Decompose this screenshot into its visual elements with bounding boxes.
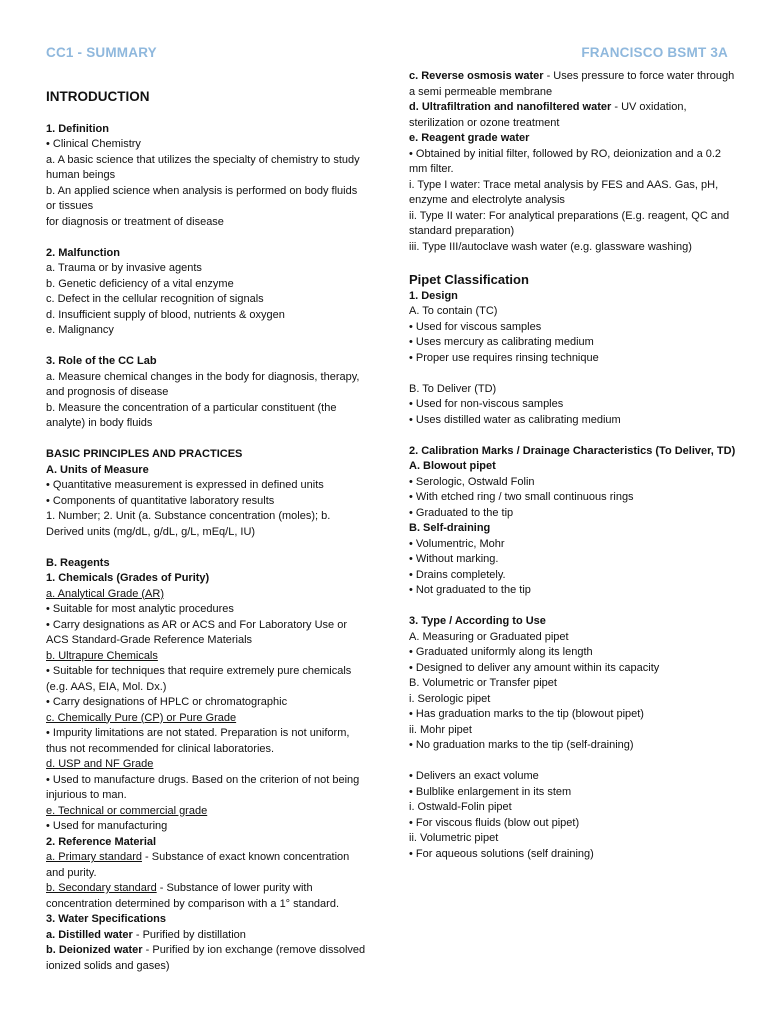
heading-malfunction: 2. Malfunction	[46, 246, 120, 259]
section-title-pipet-classification: Pipet Classification	[409, 271, 529, 287]
term-secondary-standard: b. Secondary standard	[46, 882, 157, 894]
text-line: B. Volumetric or Transfer pipet	[409, 677, 557, 689]
text-line: • Clinical Chemistry	[46, 138, 141, 150]
term-definition: - Uses pressure to force water through a semi permeable membrane	[409, 70, 735, 98]
text-line: • Carry designations as AR or ACS and For Laboratory Use or ACS Standard-Grade Reference Materials	[46, 618, 347, 646]
text-line: • Bulblike enlargement in its stem	[409, 785, 572, 798]
heading-definition: 1. Definition	[46, 122, 109, 135]
text-line	[46, 850, 368, 881]
subheading-analytical-grade: a. Analytical Grade (AR)	[46, 587, 164, 600]
text-line: • For aqueous solutions (self draining)	[409, 847, 594, 860]
right-column	[409, 69, 739, 862]
text-line: • Quantitative measurement is expressed in defined units	[46, 479, 324, 491]
term-definition: - Purified by distillation	[132, 928, 246, 941]
text-line: • Used for non-viscous samples	[409, 398, 564, 410]
term-ultrafiltration: d. Ultrafiltration and nanofiltered water	[409, 101, 612, 113]
text-line: • Uses mercury as calibrating medium	[409, 336, 594, 348]
text-line: • Used to manufacture drugs. Based on the criterion of not being injurious to man.	[46, 773, 360, 801]
text-line: b. An applied science when analysis is performed on body fluids or tissues	[46, 184, 358, 212]
text-line: b. Measure the concentration of a particular constituent (the analyte) in body fluids	[46, 401, 337, 429]
heading-reference-material: 2. Reference Material	[46, 835, 157, 848]
text-line: • Carry designations of HPLC or chromatographic	[46, 696, 288, 708]
text-line	[46, 928, 368, 944]
text-line: • For viscous fluids (blow out pipet)	[409, 816, 580, 829]
text-line: A. Measuring or Graduated pipet	[409, 630, 569, 643]
subheading-technical-grade: e. Technical or commercial grade	[46, 804, 208, 817]
heading-units-of-measure: A. Units of Measure	[46, 463, 149, 476]
term-deionized-water: b. Deionized water	[46, 944, 143, 956]
text-line: ii. Type II water: For analytical preparations (E.g. reagent, QC and standard preparation)	[409, 209, 730, 237]
text-line: ii. Volumetric pipet	[409, 832, 499, 844]
text-line: • Volumentric, Mohr	[409, 537, 505, 550]
heading-type-according-to-use: 3. Type / According to Use	[409, 615, 546, 627]
text-line: A. To contain (TC)	[409, 305, 498, 317]
text-line: • Graduated uniformly along its length	[409, 646, 593, 658]
header-right-title: FRANCISCO BSMT 3A	[581, 45, 728, 60]
text-line: a. Measure chemical changes in the body for diagnosis, therapy, and prognosis of disease	[46, 370, 360, 398]
text-line: • Serologic, Ostwald Folin	[409, 475, 535, 488]
subheading-self-draining: B. Self-draining	[409, 522, 491, 534]
text-line: • Components of quantitative laboratory results	[46, 494, 275, 507]
text-line: i. Ostwald-Folin pipet	[409, 801, 512, 813]
text-line: b. Genetic deficiency of a vital enzyme	[46, 277, 234, 290]
heading-reagents: B. Reagents	[46, 556, 110, 569]
text-line: • Impurity limitations are not stated. Preparation is not uniform, thus not recommended for clinical laboratories.	[46, 727, 350, 755]
text-line: • Suitable for techniques that require extremely pure chemicals (e.g. AAS, EIA, Mol. Dx.)	[46, 665, 352, 693]
term-definition: - Purified by ion exchange (remove dissolved ionized solids and gases)	[46, 944, 366, 972]
text-line: iii. Type III/autoclave wash water (e.g. glassware washing)	[409, 240, 692, 253]
heading-calibration-marks: 2. Calibration Marks / Drainage Characteristics (To Deliver, TD)	[409, 444, 736, 457]
text-line: e. Malignancy	[46, 324, 114, 336]
heading-role-cc-lab: 3. Role of the CC Lab	[46, 355, 157, 367]
text-line: 1. Number; 2. Unit (a. Substance concentration (moles); b. Derived units (mg/dL, g/dL, g/L, mEq/L, IU)	[46, 510, 331, 538]
text-line: • Uses distilled water as calibrating medium	[409, 413, 621, 426]
heading-water-specifications: 3. Water Specifications	[46, 913, 167, 925]
text-line: • Suitable for most analytic procedures	[46, 603, 234, 615]
heading-chemicals: 1. Chemicals (Grades of Purity)	[46, 572, 210, 584]
text-line: • Delivers an exact volume	[409, 770, 539, 782]
text-line: • Proper use requires rinsing technique	[409, 351, 599, 364]
text-line	[409, 69, 739, 100]
term-primary-standard: a. Primary standard	[46, 851, 142, 863]
subheading-usp-nf: d. USP and NF Grade	[46, 758, 154, 770]
text-line: • Without marking.	[409, 553, 499, 565]
subheading-blowout-pipet: A. Blowout pipet	[409, 460, 496, 472]
text-line: a. Trauma or by invasive agents	[46, 262, 202, 274]
heading-basic-principles: BASIC PRINCIPLES AND PRACTICES	[46, 448, 243, 460]
heading-reagent-grade-water: e. Reagent grade water	[409, 132, 530, 144]
text-line: • Drains completely.	[409, 568, 506, 581]
text-line: • No graduation marks to the tip (self-draining)	[409, 739, 634, 751]
text-line: • Obtained by initial filter, followed by RO, deionization and a 0.2 mm filter.	[409, 147, 722, 175]
text-line: ii. Mohr pipet	[409, 723, 472, 736]
text-line: a. A basic science that utilizes the specialty of chemistry to study human beings	[46, 153, 360, 181]
term-definition: - Substance of exact known concentration and purity.	[46, 851, 350, 879]
term-reverse-osmosis: c. Reverse osmosis water	[409, 70, 544, 82]
header-left-title: CC1 - SUMMARY	[46, 45, 157, 60]
text-line: i. Type I water: Trace metal analysis by FES and AAS. Gas, pH, enzyme and electrolyte analysis	[409, 178, 719, 206]
text-line	[46, 943, 368, 974]
text-line: • Used for manufacturing	[46, 820, 168, 832]
text-line: • Used for viscous samples	[409, 320, 542, 333]
term-definition: - UV oxidation, sterilization or ozone treatment	[409, 101, 687, 129]
text-line: d. Insufficient supply of blood, nutrients & oxygen	[46, 308, 285, 321]
text-line: for diagnosis or treatment of disease	[46, 215, 224, 228]
text-line: • Has graduation marks to the tip (blowout pipet)	[409, 708, 644, 720]
text-line: • With etched ring / two small continuous rings	[409, 491, 634, 503]
text-line: • Graduated to the tip	[409, 506, 514, 519]
subheading-ultrapure: b. Ultrapure Chemicals	[46, 649, 158, 662]
text-line: B. To Deliver (TD)	[409, 382, 497, 395]
text-line	[409, 100, 739, 131]
text-line: • Not graduated to the tip	[409, 584, 531, 596]
term-distilled-water: a. Distilled water	[46, 928, 133, 941]
text-line: i. Serologic pipet	[409, 692, 491, 705]
subheading-chemically-pure: c. Chemically Pure (CP) or Pure Grade	[46, 711, 237, 724]
term-definition: - Substance of lower purity with concentration determined by comparison with a 1° standard.	[46, 882, 340, 910]
text-line: • Designed to deliver any amount within its capacity	[409, 661, 660, 674]
left-column	[46, 88, 368, 974]
section-title-introduction: INTRODUCTION	[46, 89, 150, 104]
text-line	[46, 881, 368, 912]
text-line: c. Defect in the cellular recognition of signals	[46, 293, 264, 305]
heading-design: 1. Design	[409, 289, 458, 302]
